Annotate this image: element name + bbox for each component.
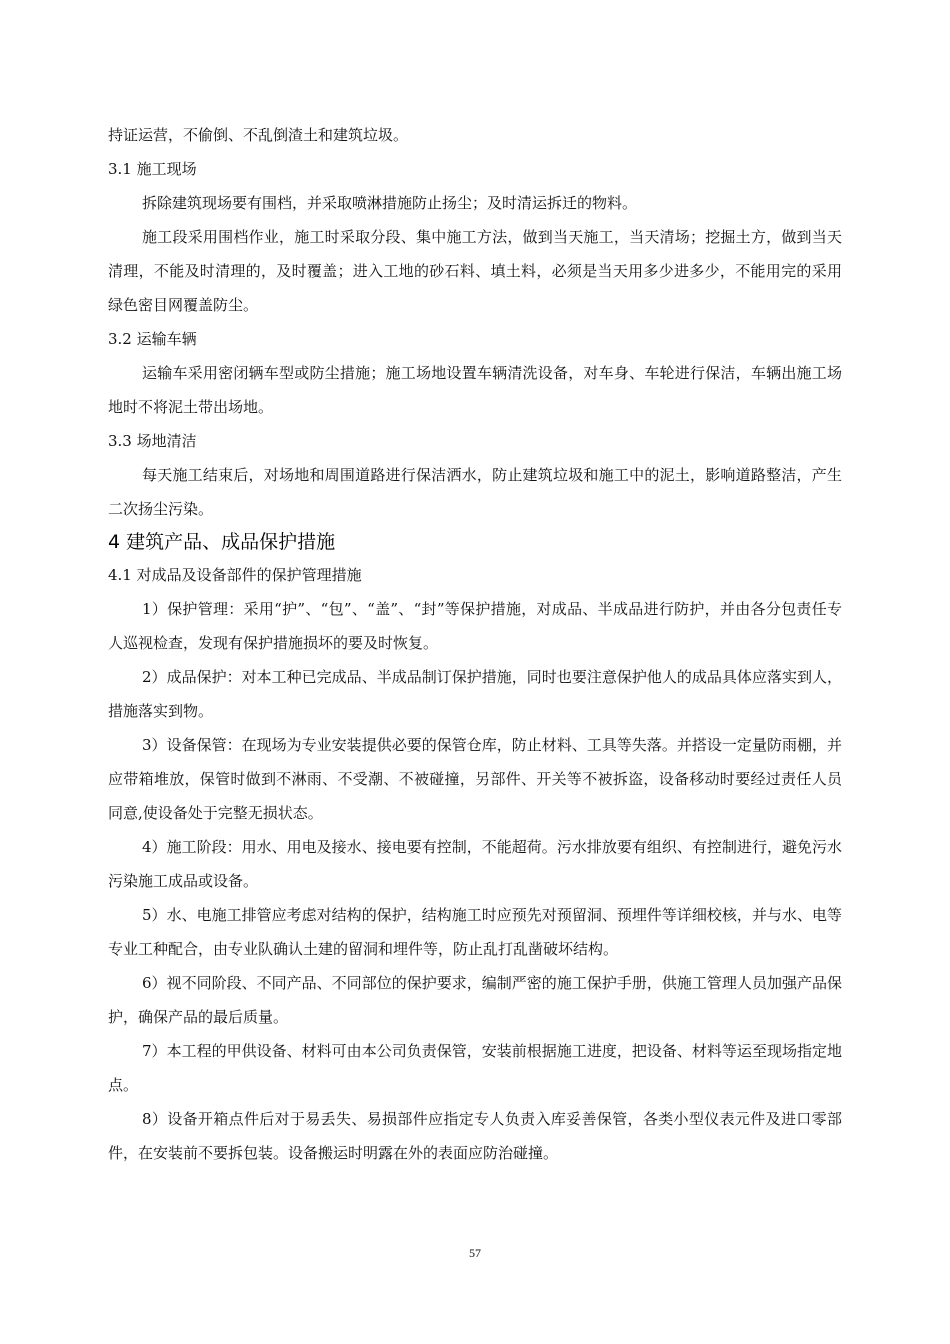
page-number: 57 — [469, 1246, 481, 1260]
list-item-4: 4）施工阶段：用水、用电及接水、接电要有控制，不能超荷。污水排放要有组织、有控制进行，避免污水污染施工成品或设备。 — [108, 838, 842, 890]
section-heading-3-2: 3.2 运输车辆 — [108, 330, 197, 348]
paragraph-3-3: 每天施工结束后，对场地和周围道路进行保洁洒水，防止建筑垃圾和施工中的泥土，影响道路整洁，产生二次扬尘污染。 — [108, 466, 842, 518]
paragraph-continued: 持证运营，不偷倒、不乱倒渣土和建筑垃圾。 — [108, 126, 409, 144]
paragraph-3-1-b: 施工段采用围档作业，施工时采取分段、集中施工方法，做到当天施工，当天清场；挖掘土方，做到当天清理，不能及时清理的，及时覆盖；进入工地的砂石料、填土料，必须是当天用多少进多少，不能用完的采用绿色密目网覆盖防尘。 — [108, 228, 842, 314]
list-item-1: 1）保护管理：采用“护”、“包”、“盖”、“封”等保护措施，对成品、半成品进行防护，并由各分包责任专人巡视检查，发现有保护措施损坏的要及时恢复。 — [108, 600, 842, 652]
list-item-6: 6）视不同阶段、不同产品、不同部位的保护要求，编制严密的施工保护手册，供施工管理人员加强产品保护，确保产品的最后质量。 — [108, 974, 842, 1026]
list-item-3: 3）设备保管：在现场为专业安装提供必要的保管仓库，防止材料、工具等失落。并搭设一定量防雨棚，并应带箱堆放，保管时做到不淋雨、不受潮、不被碰撞，另部件、开关等不被拆盗，设备移动时要经过责任人员同意,使设备处于完整无损状态。 — [108, 736, 842, 822]
section-heading-3-3: 3.3 场地清洁 — [108, 432, 197, 450]
list-item-8: 8）设备开箱点件后对于易丢失、易损部件应指定专人负责入库妥善保管，各类小型仪表元件及进口零部件，在安装前不要拆包装。设备搬运时明露在外的表面应防治碰撞。 — [108, 1110, 842, 1162]
paragraph-3-2: 运输车采用密闭辆车型或防尘措施；施工场地设置车辆清洗设备，对车身、车轮进行保洁，车辆出施工场地时不将泥土带出场地。 — [108, 364, 842, 416]
section-heading-4-1: 4.1 对成品及设备部件的保护管理措施 — [108, 566, 362, 584]
list-item-7: 7）本工程的甲供设备、材料可由本公司负责保管，安装前根据施工进度，把设备、材料等运至现场指定地点。 — [108, 1042, 842, 1094]
chapter-heading-4: 4 建筑产品、成品保护措施 — [108, 531, 336, 553]
page-body — [108, 118, 842, 1170]
list-item-2: 2）成品保护：对本工种已完成品、半成品制订保护措施，同时也要注意保护他人的成品具体应落实到人，措施落实到物。 — [108, 668, 842, 720]
paragraph-3-1-a: 拆除建筑现场要有围档，并采取喷淋措施防止扬尘；及时清运拆迁的物料。 — [142, 194, 638, 212]
list-item-5: 5）水、电施工排管应考虑对结构的保护，结构施工时应预先对预留洞、预埋件等详细校核，并与水、电等专业工种配合，由专业队确认土建的留洞和埋件等，防止乱打乱凿破坏结构。 — [108, 906, 842, 958]
section-heading-3-1: 3.1 施工现场 — [108, 160, 197, 178]
